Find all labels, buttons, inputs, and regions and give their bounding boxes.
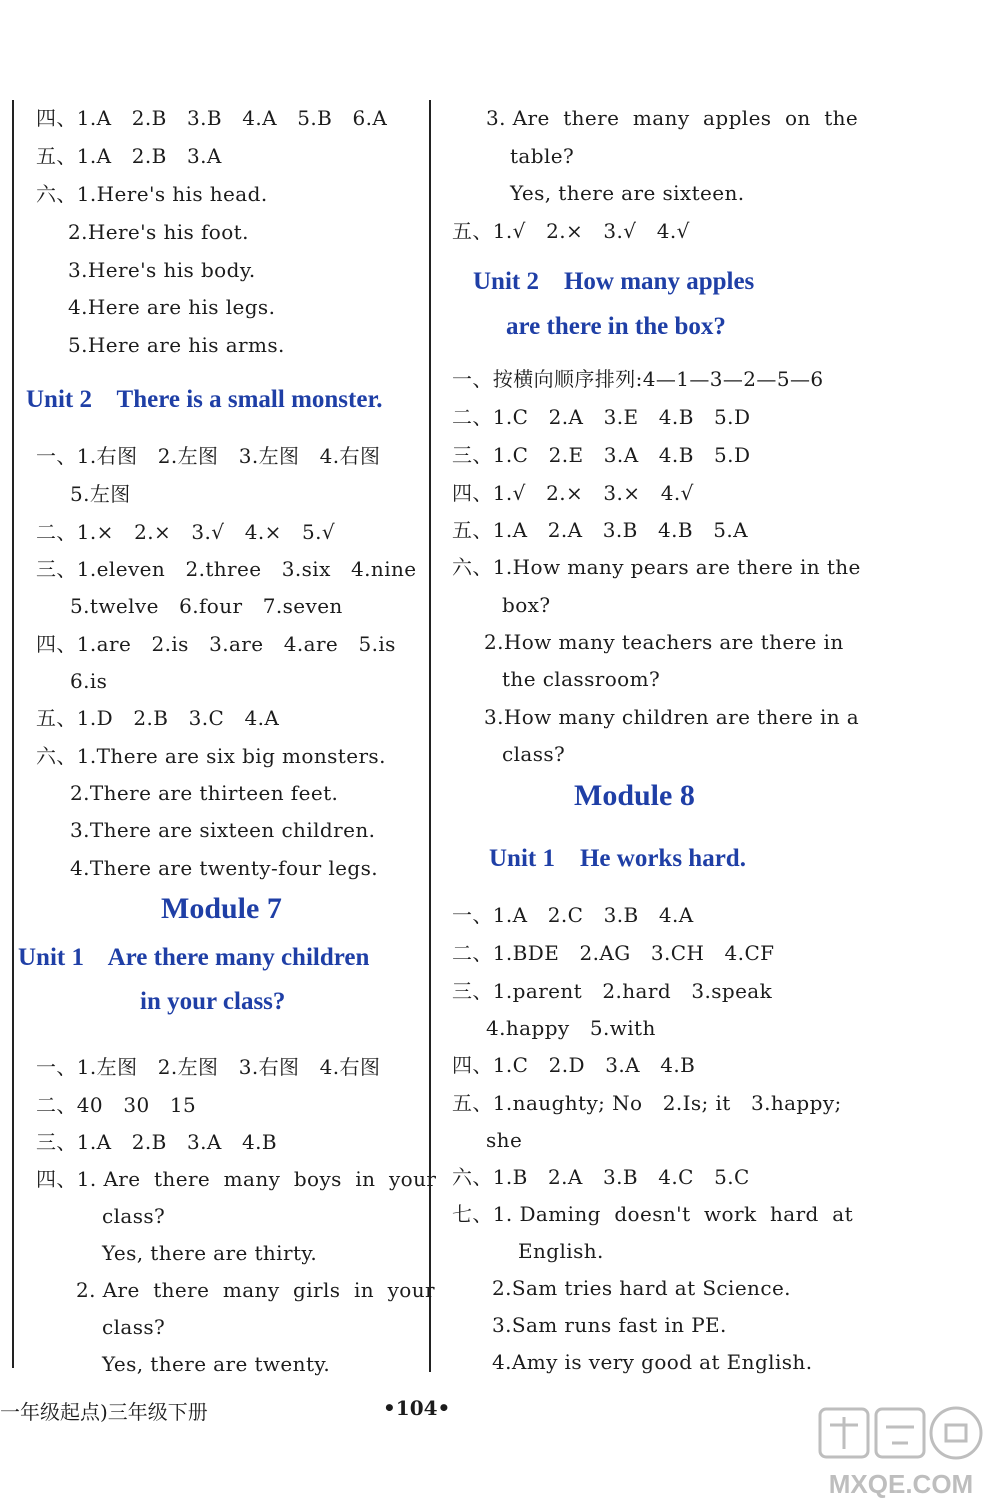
answer-line: 三、1.C 2.E 3.A 4.B 5.D	[452, 443, 751, 467]
answer-line: class?	[502, 742, 566, 766]
answer-line: 4.Amy is very good at English.	[492, 1350, 813, 1374]
answer-line: 三、1.parent 2.hard 3.speak	[452, 979, 773, 1003]
answer-line: 四、1.A 2.B 3.B 4.A 5.B 6.A	[36, 106, 388, 130]
module-heading: Module 7	[161, 892, 282, 925]
answer-line: 三、1.eleven 2.three 3.six 4.nine	[36, 557, 417, 581]
answer-line: 5.Here are his arms.	[68, 333, 285, 357]
answer-line: 3.Here's his body.	[68, 258, 256, 282]
answer-line: Yes, there are sixteen.	[510, 181, 745, 205]
answer-line: Yes, there are thirty.	[102, 1241, 318, 1265]
answer-line: the classroom?	[502, 667, 661, 691]
answer-line: 二、40 30 15	[36, 1093, 197, 1117]
answer-line: 四、1. Are there many boys in your	[36, 1167, 437, 1191]
answer-line: 六、1.B 2.A 3.B 4.C 5.C	[452, 1165, 750, 1189]
answer-line: 4.Here are his legs.	[68, 295, 276, 319]
unit-heading: Unit 2 There is a small monster.	[26, 386, 383, 413]
footer-book-title: 一年级起点)三年级下册	[0, 1400, 208, 1424]
answer-line: 5.左图	[70, 482, 131, 506]
answer-line: box?	[502, 593, 551, 617]
answer-line: class?	[102, 1204, 166, 1228]
answer-line: 4.There are twenty-four legs.	[70, 856, 379, 880]
answer-line: 二、1.C 2.A 3.E 4.B 5.D	[452, 405, 751, 429]
answer-line: 5.twelve 6.four 7.seven	[70, 594, 343, 618]
answer-line: 2.Here's his foot.	[68, 220, 249, 244]
answer-line: 五、1.D 2.B 3.C 4.A	[36, 706, 280, 730]
module-heading: Module 8	[574, 779, 695, 812]
answer-line: 3.Sam runs fast in PE.	[492, 1313, 727, 1337]
answer-line: 四、1.C 2.D 3.A 4.B	[452, 1053, 696, 1077]
answer-line: 五、1.A 2.B 3.A	[36, 144, 222, 168]
answer-line: English.	[518, 1239, 604, 1263]
answer-line: 四、1.are 2.is 3.are 4.are 5.is	[36, 632, 396, 656]
answer-line: 三、1.A 2.B 3.A 4.B	[36, 1130, 278, 1154]
page-number: •104•	[383, 1396, 451, 1420]
answer-line: 二、1.× 2.× 3.√ 4.× 5.√	[36, 520, 336, 544]
answer-line: she	[486, 1128, 523, 1152]
answer-line: 2.Sam tries hard at Science.	[492, 1276, 791, 1300]
answer-line: 一、按横向顺序排列:4—1—3—2—5—6	[452, 367, 824, 391]
answer-line: 一、1.右图 2.左图 3.左图 4.右图	[36, 444, 381, 468]
answer-line: 一、1.A 2.C 3.B 4.A	[452, 903, 694, 927]
answer-line: 六、1.How many pears are there in the	[452, 555, 861, 579]
answer-line: class?	[102, 1315, 166, 1339]
unit-heading: Unit 1 Are there many children	[18, 944, 370, 971]
answer-line: table?	[510, 144, 575, 168]
answer-line: 3.How many children are there in a	[484, 705, 860, 729]
unit-heading-continued: are there in the box?	[506, 313, 726, 340]
answer-line: 五、1.√ 2.× 3.√ 4.√	[452, 219, 690, 243]
unit-heading: Unit 1 He works hard.	[489, 845, 746, 872]
answer-line: 七、1. Daming doesn't work hard at	[452, 1202, 854, 1226]
answer-line: 2.How many teachers are there in	[484, 630, 844, 654]
unit-heading: Unit 2 How many apples	[473, 268, 755, 295]
answer-line: 2. Are there many girls in your	[76, 1278, 435, 1302]
left-margin-rule	[12, 100, 14, 1368]
unit-heading-continued: in your class?	[140, 988, 286, 1015]
answer-line: 二、1.BDE 2.AG 3.CH 4.CF	[452, 941, 775, 965]
answer-line: 一、1.左图 2.左图 3.右图 4.右图	[36, 1055, 381, 1079]
answer-line: 2.There are thirteen feet.	[70, 781, 339, 805]
answer-line: 四、1.√ 2.× 3.× 4.√	[452, 481, 694, 505]
answer-line: 6.is	[70, 669, 108, 693]
answer-line: 五、1.A 2.A 3.B 4.B 5.A	[452, 518, 749, 542]
watermark-text: MXQE.COM	[828, 1469, 974, 1499]
watermark-logo	[816, 1403, 986, 1501]
answer-line: Yes, there are twenty.	[102, 1352, 331, 1376]
answer-line: 六、1.Here's his head.	[36, 182, 268, 206]
answer-line: 4.happy 5.with	[486, 1016, 656, 1040]
answer-line: 3.There are sixteen children.	[70, 818, 376, 842]
answer-line: 六、1.There are six big monsters.	[36, 744, 386, 768]
answer-line: 3. Are there many apples on the	[486, 106, 859, 130]
answer-line: 五、1.naughty; No 2.Is; it 3.happy;	[452, 1091, 842, 1115]
